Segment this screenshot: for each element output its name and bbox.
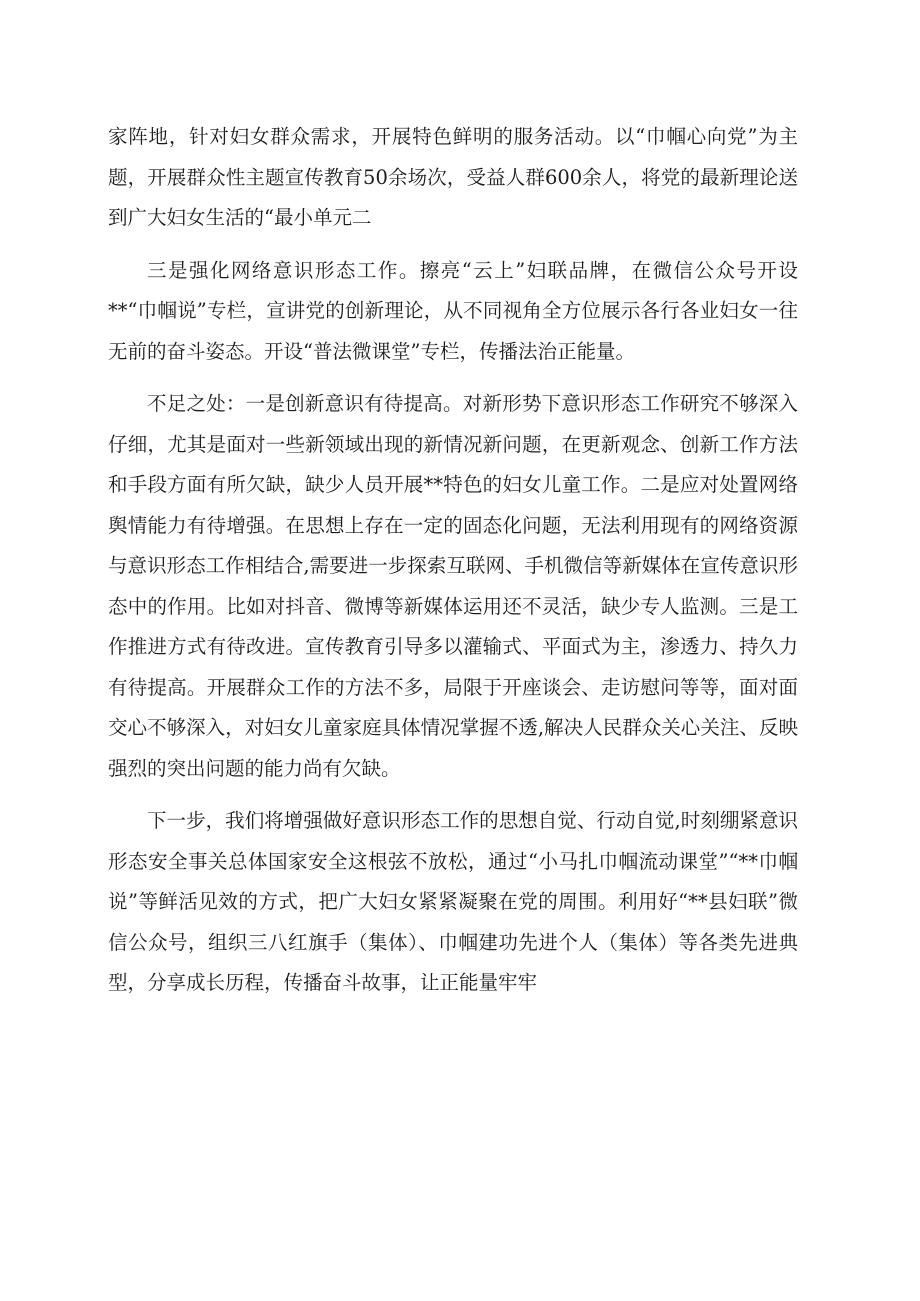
paragraph-continuation: 家阵地，针对妇女群众需求，开展特色鲜明的服务活动。以“巾帼心向党”为主题，开展群众性主题宣传教育50余场次，受益人群600余人，将党的最新理论送到广大妇女生活的“最小单元二 (108, 125, 798, 229)
paragraph-network-ideology: 三是强化网络意识形态工作。擦亮“云上”妇联品牌，在微信公众号开设**“巾帼说”专栏，宣讲党的创新理论，从不同视角全方位展示各行各业妇女一往无前的奋斗姿态。开设“普法微课堂”专栏，传播法治正能量。 (108, 258, 798, 363)
document-body (108, 117, 798, 1004)
paragraph-next-steps: 下一步，我们将增强做好意识形态工作的思想自觉、行动自觉,时刻绷紧意识形态安全事关总体国家安全这根弦不放松，通过“小马扎巾帼流动课堂”“**巾帼说”等鲜活见效的方式，把广大妇女紧紧凝聚在党的周围。利用好“**县妇联”微信公众号，组织三八红旗手（集体）、巾帼建功先进个人（集体）等各类先进典型，分享成长历程，传播奋斗故事，让正能量牢牢 (108, 809, 798, 994)
paragraph-shortcomings: 不足之处：一是创新意识有待提高。对新形势下意识形态工作研究不够深入仔细，尤其是面对一些新领域出现的新情况新问题，在更新观念、创新工作方法和手段方面有所欠缺，缺少人员开展**特色的妇女儿童工作。二是应对处置网络舆情能力有待增强。在思想上存在一定的固态化问题，无法利用现有的网络资源与意识形态工作相结合,需要进一步探索互联网、手机微信等新媒体在宣传意识形态中的作用。比如对抖音、微博等新媒体运用还不灵活，缺少专人监测。三是工作推进方式有待改进。宣传教育引导多以灌输式、平面式为主，渗透力、持久力有待提高。开展群众工作的方法不多，局限于开座谈会、走访慰问等等，面对面交心不够深入，对妇女儿童家庭具体情况掌握不透,解决人民群众关心关注、反映强烈的突出问题的能力尚有欠缺。 (108, 392, 798, 780)
